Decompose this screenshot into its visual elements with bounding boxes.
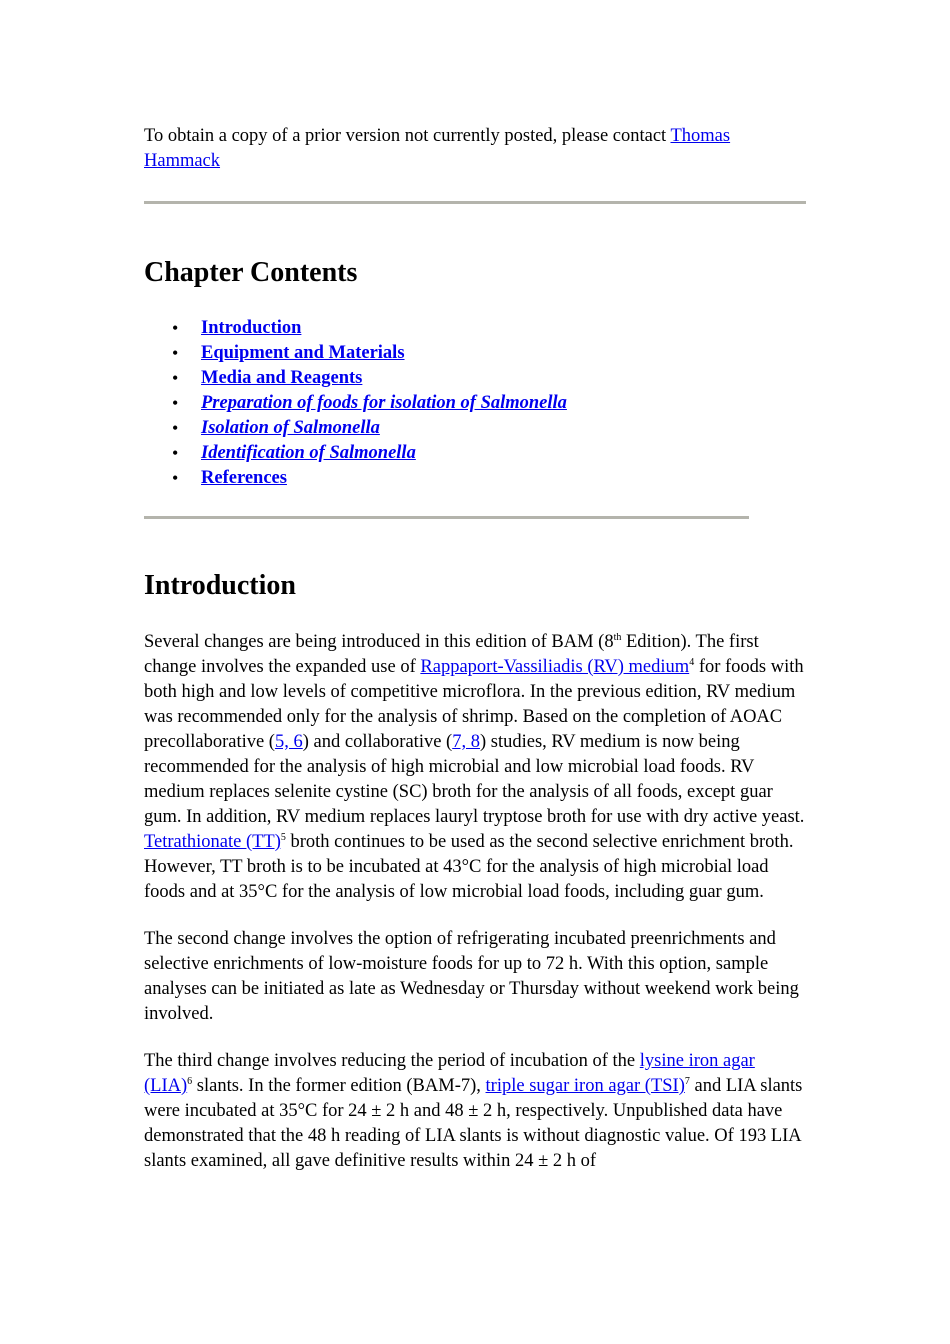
bullet-icon: • — [172, 318, 179, 338]
toc-item — [144, 366, 806, 391]
prior-version-notice: To obtain a copy of a prior version not currently posted, please contact Thomas Hammack — [144, 126, 731, 171]
intro-paragraph-2: The second change involves the option of refrigerating incubated preenrichments and selective enrichments of low-moisture foods for up to 72 h. With this option, sample analyses can be initiated as late as Wednesday or Thursday without weekend work being involved. — [144, 929, 799, 1024]
introduction-heading: Introduction — [144, 570, 296, 601]
lia-link[interactable]: lysine iron agar (LIA) — [144, 1051, 755, 1096]
toc-link-references[interactable]: References — [201, 468, 287, 488]
toc-item — [144, 341, 806, 366]
reference-link-5-6[interactable]: 5, 6 — [274, 732, 303, 752]
reference-link-7-8[interactable]: 7, 8 — [452, 732, 480, 752]
chapter-contents-heading: Chapter Contents — [144, 257, 358, 288]
tetrathionate-link[interactable]: Tetrathionate (TT) — [144, 832, 281, 852]
toc-item — [144, 441, 806, 466]
intro-paragraph-1: Several changes are being introduced in this edition of BAM (8th Edition). The first change involves the expanded use of Rappaport-Vassiliadis (RV) medium$^4$ for foods with both high and low levels of competitive microflora. In the previous edition, RV medium was recommended only for the analysis of shrimp. Based on the completion of AOAC precollaborative (5, 6) and collaborative (7, 8) studies, RV medium is now being recommended for the analysis of high microbial and low microbial load foods. RV medium replaces selenite cystine (SC) broth for the analysis of all foods, except guar gum. In addition, RV medium replaces lauryl tryptose broth for use with dry active yeast. Tetrathionate (TT)$^5$ broth continues to be used as the second selective enrichment broth. However, TT broth is to be incubated at 43°C for the analysis of high microbial load foods and at 35°C for the analysis of low microbial load foods, including guar gum. — [144, 632, 805, 902]
bullet-icon: • — [172, 393, 179, 413]
toc-link-isolation[interactable]: Isolation of Salmonella — [201, 418, 380, 438]
bullet-icon: • — [172, 418, 179, 438]
tsi-link[interactable]: triple sugar iron agar (TSI) — [485, 1076, 685, 1096]
bullet-icon: • — [172, 368, 179, 388]
bullet-icon: • — [172, 468, 179, 488]
toc-link-equipment[interactable]: Equipment and Materials — [201, 343, 405, 363]
chapter-contents-list — [144, 316, 806, 491]
toc-link-preparation[interactable]: Preparation of foods for isolation of Salmonella — [201, 393, 567, 413]
toc-item — [144, 391, 806, 416]
toc-item — [144, 466, 806, 491]
toc-item — [144, 316, 806, 341]
bullet-icon: • — [172, 343, 179, 363]
divider-top — [144, 201, 806, 204]
rv-medium-link[interactable]: Rappaport-Vassiliadis (RV) medium — [420, 657, 690, 677]
divider-middle — [144, 516, 749, 519]
toc-item — [144, 416, 806, 441]
toc-link-introduction[interactable]: Introduction — [201, 318, 302, 338]
intro-paragraph-3: The third change involves reducing the period of incubation of the lysine iron agar (LIA)$^6$ slants. In the former edition (BAM-7), triple sugar iron agar (TSI)$^7$ and LIA slants were incubated at 35°C for 24 ± 2 h and 48 ± 2 h, respectively. Unpublished data have demonstrated that the 48 h reading of LIA slants is without diagnostic value. Of 193 LIA slants examined, all gave definitive results within 24 ± 2 h of — [144, 1051, 803, 1171]
toc-link-media[interactable]: Media and Reagents — [201, 368, 363, 388]
toc-link-identification[interactable]: Identification of Salmonella — [201, 443, 416, 463]
bullet-icon: • — [172, 443, 179, 463]
contact-link[interactable]: Thomas Hammack — [144, 126, 731, 171]
document-page — [144, 124, 806, 1174]
